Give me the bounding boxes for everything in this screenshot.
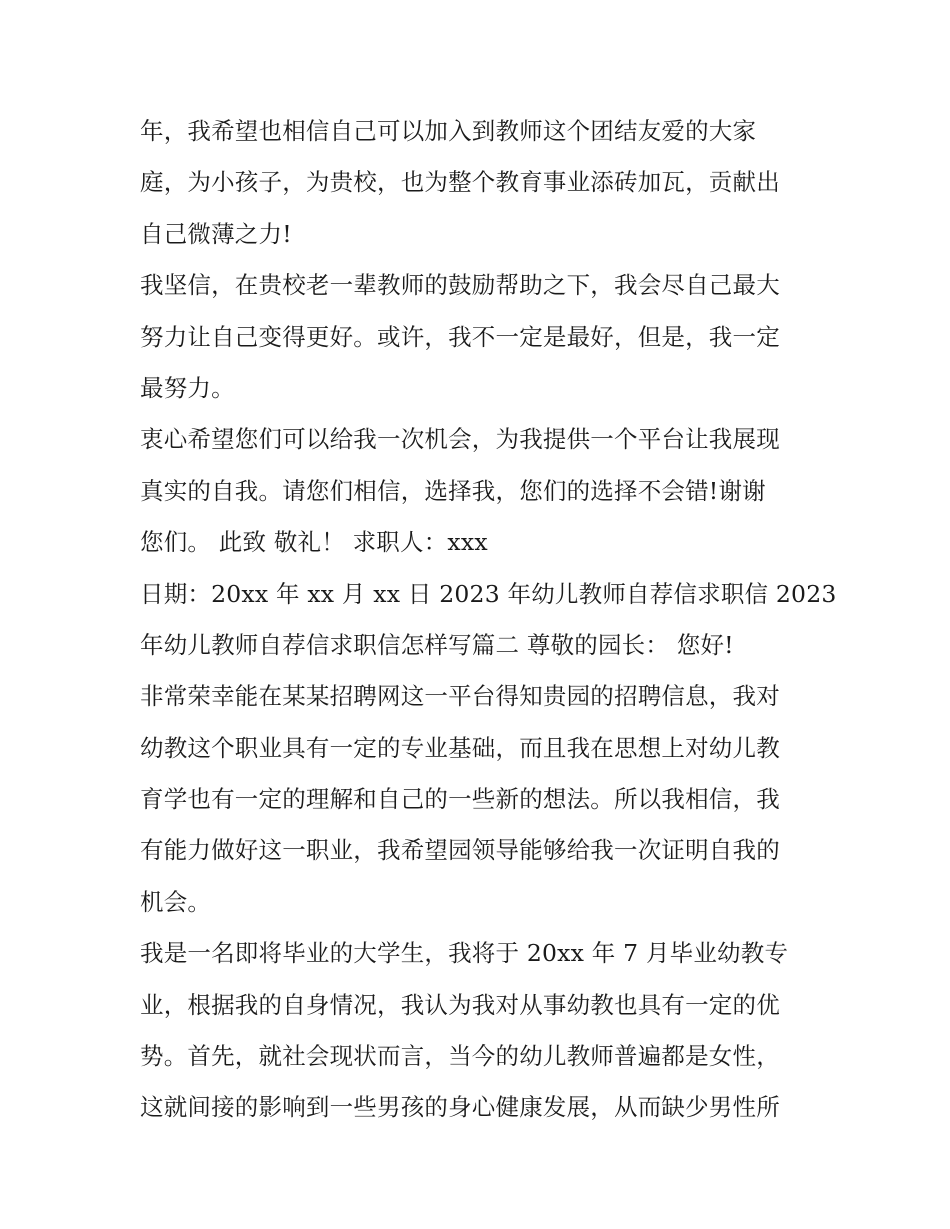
text-line: 年，我希望也相信自己可以加入到教师这个团结友爱的大家 bbox=[140, 117, 757, 145]
text-line: 我坚信，在贵校老一辈教师的鼓励帮助之下，我会尽自己最大 bbox=[140, 271, 780, 300]
text-line: 衷心希望您们可以给我一次机会，为我提供一个平台让我展现 bbox=[140, 425, 780, 454]
text-line: 自己微薄之力! bbox=[140, 219, 292, 248]
text-line: 真实的自我。请您们相信，选择我，您们的选择不会错!谢谢 bbox=[140, 476, 766, 505]
text-line: 育学也有一定的理解和自己的一些新的想法。所以我相信，我 bbox=[140, 785, 780, 814]
text-line: 庭，为小孩子，为贵校，也为整个教育事业添砖加瓦，贡献出 bbox=[140, 168, 780, 197]
text-line: 年幼儿教师自荐信求职信怎样写篇二 尊敬的园长： 您好! bbox=[140, 630, 734, 659]
text-line: 努力让自己变得更好。或许，我不一定是最好，但是，我一定 bbox=[140, 322, 780, 351]
document-body bbox=[140, 106, 837, 1134]
text-line: 我是一名即将毕业的大学生，我将于 20xx 年 7 月毕业幼教专 bbox=[140, 939, 789, 968]
text-line: 势。首先，就社会现状而言，当今的幼儿教师普遍都是女性， bbox=[140, 1042, 780, 1071]
text-line: 有能力做好这一职业，我希望园领导能够给我一次证明自我的 bbox=[140, 836, 780, 865]
text-line: 您们。 此致 敬礼！ 求职人：xxx bbox=[140, 528, 488, 557]
text-line: 这就间接的影响到一些男孩的身心健康发展，从而缺少男性所 bbox=[140, 1093, 780, 1122]
text-line: 机会。 bbox=[140, 887, 212, 916]
text-line: 幼教这个职业具有一定的专业基础，而且我在思想上对幼儿教 bbox=[140, 733, 780, 762]
text-line: 非常荣幸能在某某招聘网这一平台得知贵园的招聘信息，我对 bbox=[140, 682, 780, 711]
text-line: 最努力。 bbox=[140, 373, 235, 402]
text-line: 日期：20xx 年 xx 月 xx 日 2023 年幼儿教师自荐信求职信 2023 bbox=[140, 579, 837, 608]
text-line: 业，根据我的自身情况，我认为我对从事幼教也具有一定的优 bbox=[140, 990, 780, 1019]
